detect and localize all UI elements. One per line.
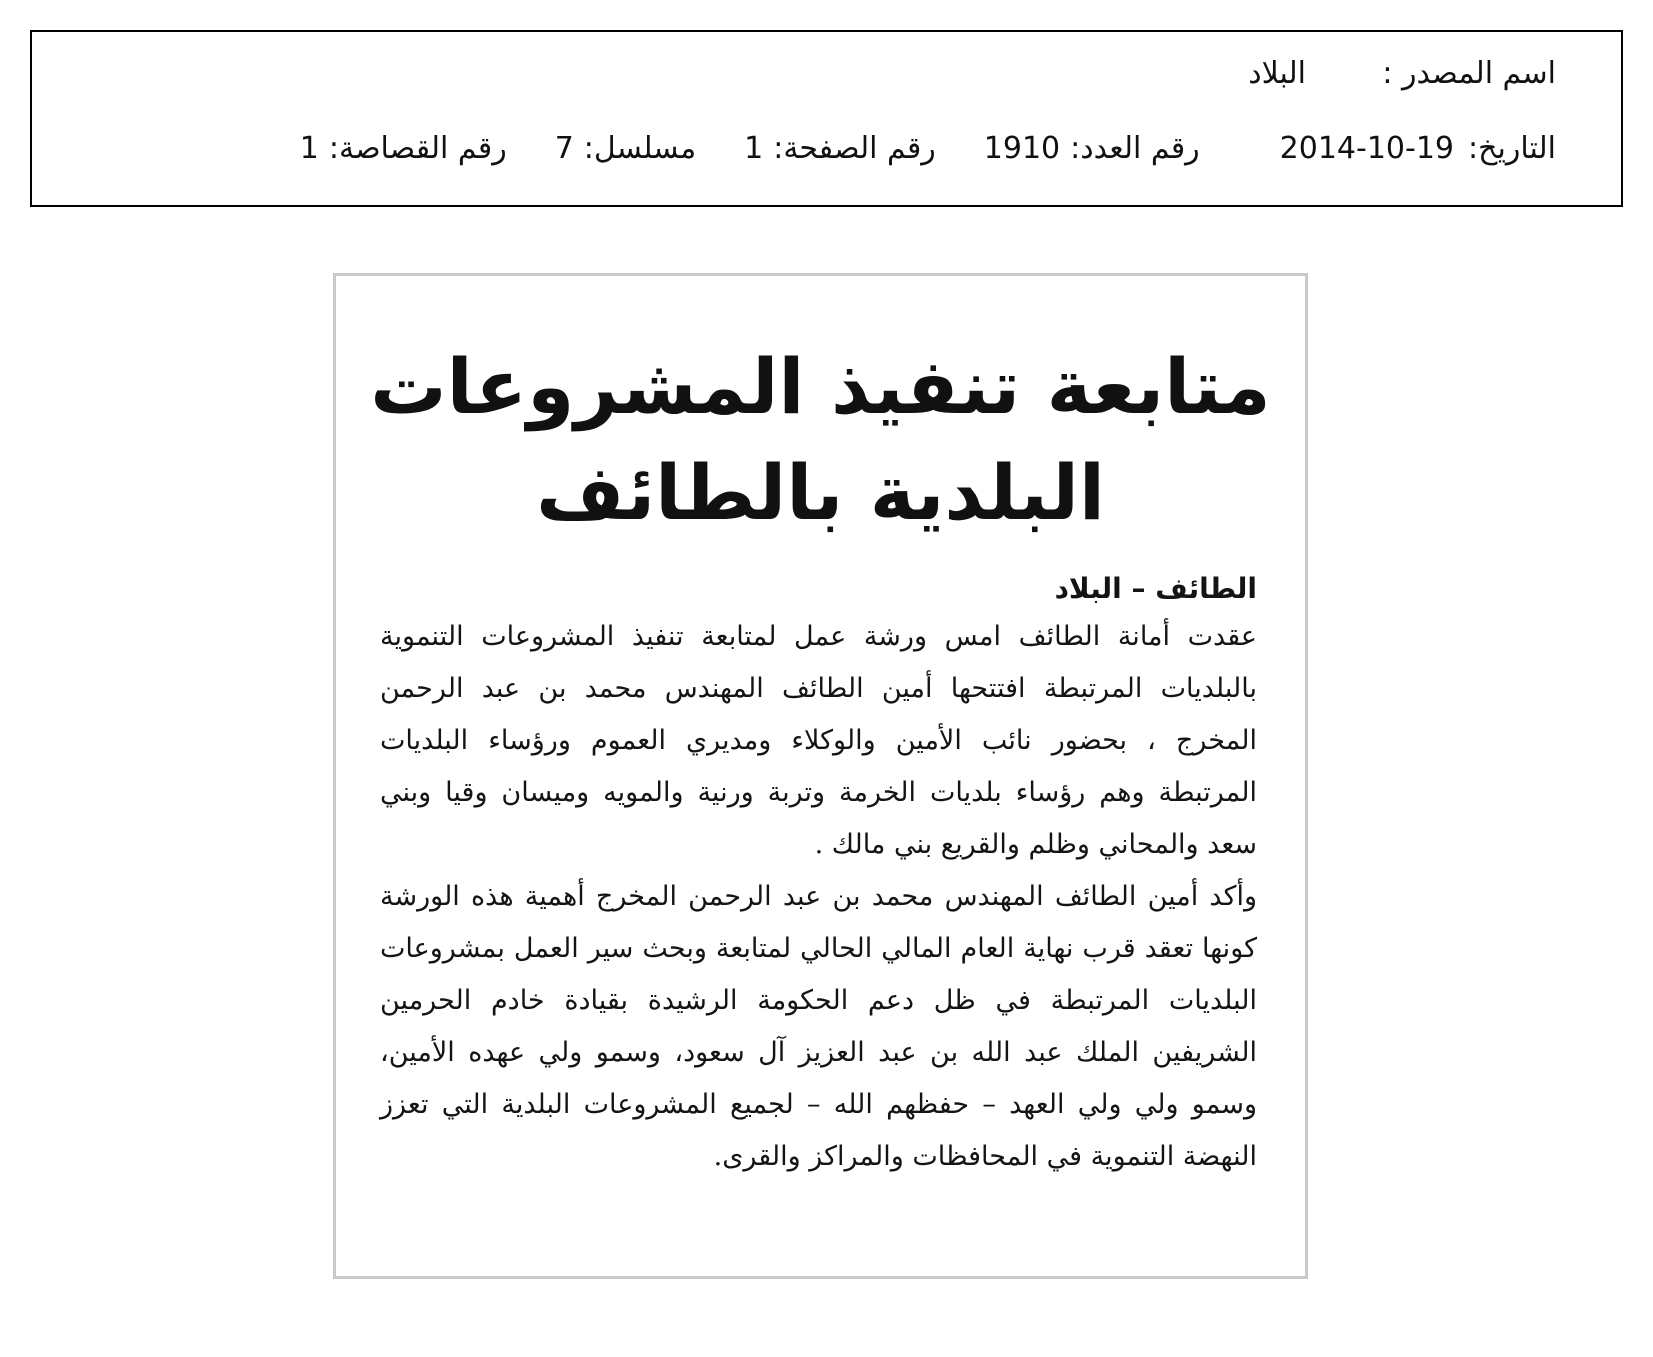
issue-value: 1910 [983, 131, 1061, 166]
article-paragraph-2: وأكد أمين الطائف المهندس محمد بن عبد الرحمن المخرج أهمية هذه الورشة كونها تعقد قرب نهاية العام المالي الحالي لمتابعة وبحث سير العمل بمشروعات البلديات المرتبطة في ظل دعم الحكومة الرشيدة بقيادة خادم الحرمين الشريفين الملك عبد الله بن عبد العزيز آل سعود، وسمو ولي عهده الأمين، وسمو ولي ولي العهد – حفظهم الله – لجميع المشروعات البلدية التي تعزز النهضة التنموية في المحافظات والمراكز والقرى. [380, 881, 1257, 1172]
headline-line-2: البلدية بالطائف [536, 448, 1105, 537]
clip-number-value: 1 [299, 131, 319, 166]
issue-label: رقم العدد: [1070, 131, 1200, 166]
source-value: البلاد [1248, 56, 1306, 91]
date-value: 2014-10-19 [1279, 131, 1455, 166]
article-headline [336, 334, 1305, 546]
details-row [72, 129, 1556, 169]
source-label: اسم المصدر : [1382, 56, 1556, 91]
article-dateline: الطائف – البلاد [1054, 572, 1257, 605]
page-label: رقم الصفحة: [773, 131, 936, 166]
serial-value: 7 [554, 131, 574, 166]
source-row [72, 54, 1556, 94]
date-label: التاريخ: [1468, 131, 1556, 166]
page-value: 1 [744, 131, 764, 166]
serial-label: مسلسل: [583, 131, 697, 166]
article-paragraph-1: عقدت أمانة الطائف امس ورشة عمل لمتابعة تنفيذ المشروعات التنموية بالبلديات المرتبطة افتتحها أمين الطائف المهندس محمد بن عبد الرحمن المخرج ، بحضور نائب الأمين والوكلاء ومديري العموم ورؤساء البلديات المرتبطة وهم رؤساء بلديات الخرمة وتربة ورنية والمويه وميسان وقيا وبني سعد والمحاني وظلم والقريع بني مالك . [380, 621, 1257, 860]
headline-line-1: متابعة تنفيذ المشروعات [370, 342, 1271, 431]
clip-number-label: رقم القصاصة: [328, 131, 507, 166]
clipping-metadata-box [30, 30, 1623, 207]
news-clipping [333, 273, 1308, 1279]
article-body [380, 567, 1257, 1183]
